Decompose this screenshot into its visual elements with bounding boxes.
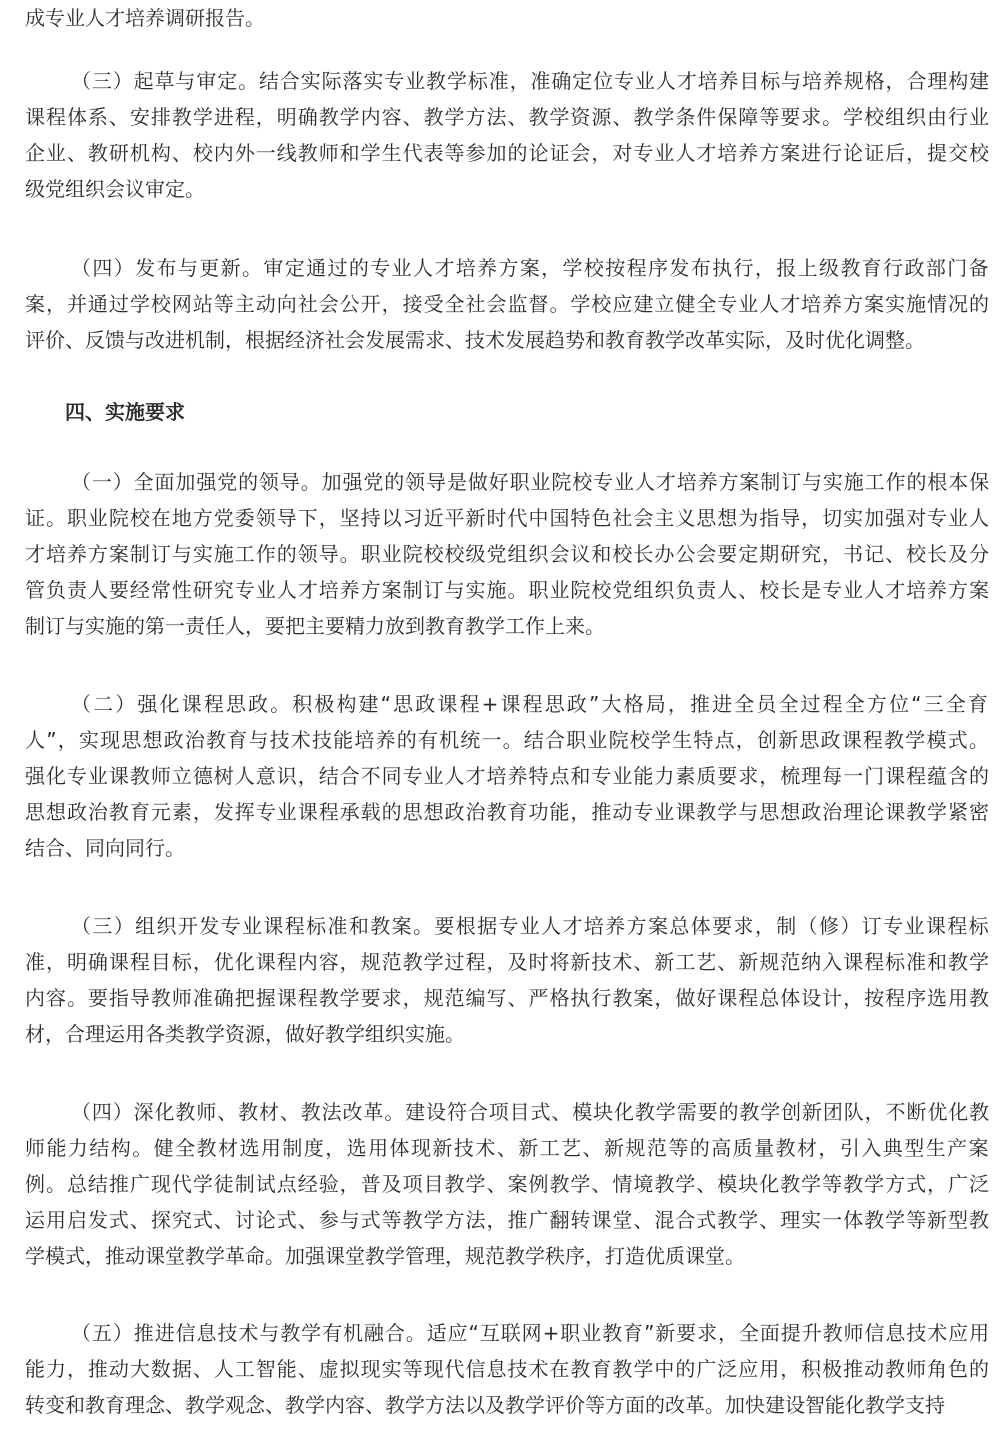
paragraph-line: （二）强化课程思政。积极构建“思政课程+课程思政”大格局，推进全员全过程全方位“三全育 xyxy=(71,692,991,716)
paragraph-line: 制订与实施的第一责任人，要把主要精力放到教育教学工作上来。 xyxy=(25,614,605,638)
paragraph-course-standards xyxy=(25,908,990,1052)
paragraph-line: （一）全面加强党的领导。加强党的领导是做好职业院校专业人才培养方案制订与实施工作的根本保 xyxy=(71,470,990,494)
paragraph-line: 学模式，推动课堂教学革命。加强课堂教学管理，规范教学秩序，打造优质课堂。 xyxy=(25,1244,745,1268)
paragraph-publish-update xyxy=(25,250,990,358)
paragraph-line: 内容。要指导教师准确把握课程教学要求，规范编写、严格执行教案，做好课程总体设计，按程序选用教 xyxy=(25,986,990,1010)
paragraph-line: 管负责人要经常性研究专业人才培养方案制订与实施。职业院校党组织负责人、校长是专业人才培养方案 xyxy=(25,578,990,602)
paragraph-line: 思想政治教育元素，发挥专业课程承载的思想政治教育功能，推动专业课教学与思想政治理论课教学紧密 xyxy=(25,800,990,824)
paragraph-line: 案，并通过学校网站等主动向社会公开，接受全社会监督。学校应建立健全专业人才培养方案实施情况的 xyxy=(25,292,990,316)
paragraph-curriculum-ideology xyxy=(25,686,990,866)
paragraph-line: 师能力结构。健全教材选用制度，选用体现新技术、新工艺、新规范等的高质量教材，引入典型生产案 xyxy=(25,1136,990,1160)
paragraph-line: 课程体系、安排教学进程，明确教学内容、教学方法、教学资源、教学条件保障等要求。学校组织由行业 xyxy=(25,105,990,129)
paragraph-line: 评价、反馈与改进机制，根据经济社会发展需求、技术发展趋势和教育教学改革实际，及时优化调整。 xyxy=(25,328,925,352)
paragraph-drafting-review xyxy=(25,63,990,207)
paragraph-line: （四）深化教师、教材、教法改革。建设符合项目式、模块化教学需要的教学创新团队，不断优化教 xyxy=(71,1100,990,1124)
paragraph-line: 企业、教研机构、校内外一线教师和学生代表等参加的论证会，对专业人才培养方案进行论证后，提交校 xyxy=(25,141,990,165)
section-heading: 四、实施要求 xyxy=(65,400,185,424)
paragraph-line: 结合、同向同行。 xyxy=(25,836,185,860)
paragraph-intro-tail xyxy=(25,0,990,36)
paragraph-line: 级党组织会议审定。 xyxy=(25,177,205,201)
paragraph-line: 准，明确课程目标，优化课程内容，规范教学过程，及时将新技术、新工艺、新规范纳入课程标准和教学 xyxy=(25,950,990,974)
paragraph-line: （三）组织开发专业课程标准和教案。要根据专业人才培养方案总体要求，制（修）订专业课程标 xyxy=(71,914,990,938)
paragraph-line: （四）发布与更新。审定通过的专业人才培养方案，学校按程序发布执行，报上级教育行政部门备 xyxy=(71,256,990,280)
paragraph-line: 强化专业课教师立德树人意识，结合不同专业人才培养特点和专业能力素质要求，梳理每一门课程蕴含的 xyxy=(25,764,990,788)
paragraph-line: 材，合理运用各类教学资源，做好教学组织实施。 xyxy=(25,1022,465,1046)
paragraph-line: （三）起草与审定。结合实际落实专业教学标准，准确定位专业人才培养目标与培养规格，合理构建 xyxy=(71,69,990,93)
paragraph-line: 转变和教育理念、教学观念、教学内容、教学方法以及教学评价等方面的改革。加快建设智能化教学支持 xyxy=(25,1393,945,1417)
paragraph-line: 例。总结推广现代学徒制试点经验，普及项目教学、案例教学、情境教学、模块化教学等教学方式，广泛 xyxy=(25,1172,990,1196)
paragraph-line: 运用启发式、探究式、讨论式、参与式等教学方法，推广翻转课堂、混合式教学、理实一体教学等新型教 xyxy=(25,1208,990,1232)
paragraph-line: 才培养方案制订与实施工作的领导。职业院校校级党组织会议和校长办公会要定期研究，书记、校长及分 xyxy=(25,542,990,566)
paragraph-line: 证。职业院校在地方党委领导下，坚持以习近平新时代中国特色社会主义思想为指导，切实加强对专业人 xyxy=(25,506,990,530)
paragraph-line: （五）推进信息技术与教学有机融合。适应“互联网+职业教育”新要求，全面提升教师信息技术应用 xyxy=(71,1321,991,1345)
paragraph-line: 人”，实现思想政治教育与技术技能培养的有机统一。结合职业院校学生特点，创新思政课程教学模式。 xyxy=(25,728,991,752)
paragraph-party-leadership xyxy=(25,464,990,644)
paragraph-line: 能力，推动大数据、人工智能、虚拟现实等现代信息技术在教育教学中的广泛应用，积极推动教师角色的 xyxy=(25,1357,990,1381)
paragraph-teaching-reform xyxy=(25,1094,990,1274)
paragraph-it-integration xyxy=(25,1315,990,1423)
paragraph-line: 成专业人才培养调研报告。 xyxy=(25,6,265,30)
